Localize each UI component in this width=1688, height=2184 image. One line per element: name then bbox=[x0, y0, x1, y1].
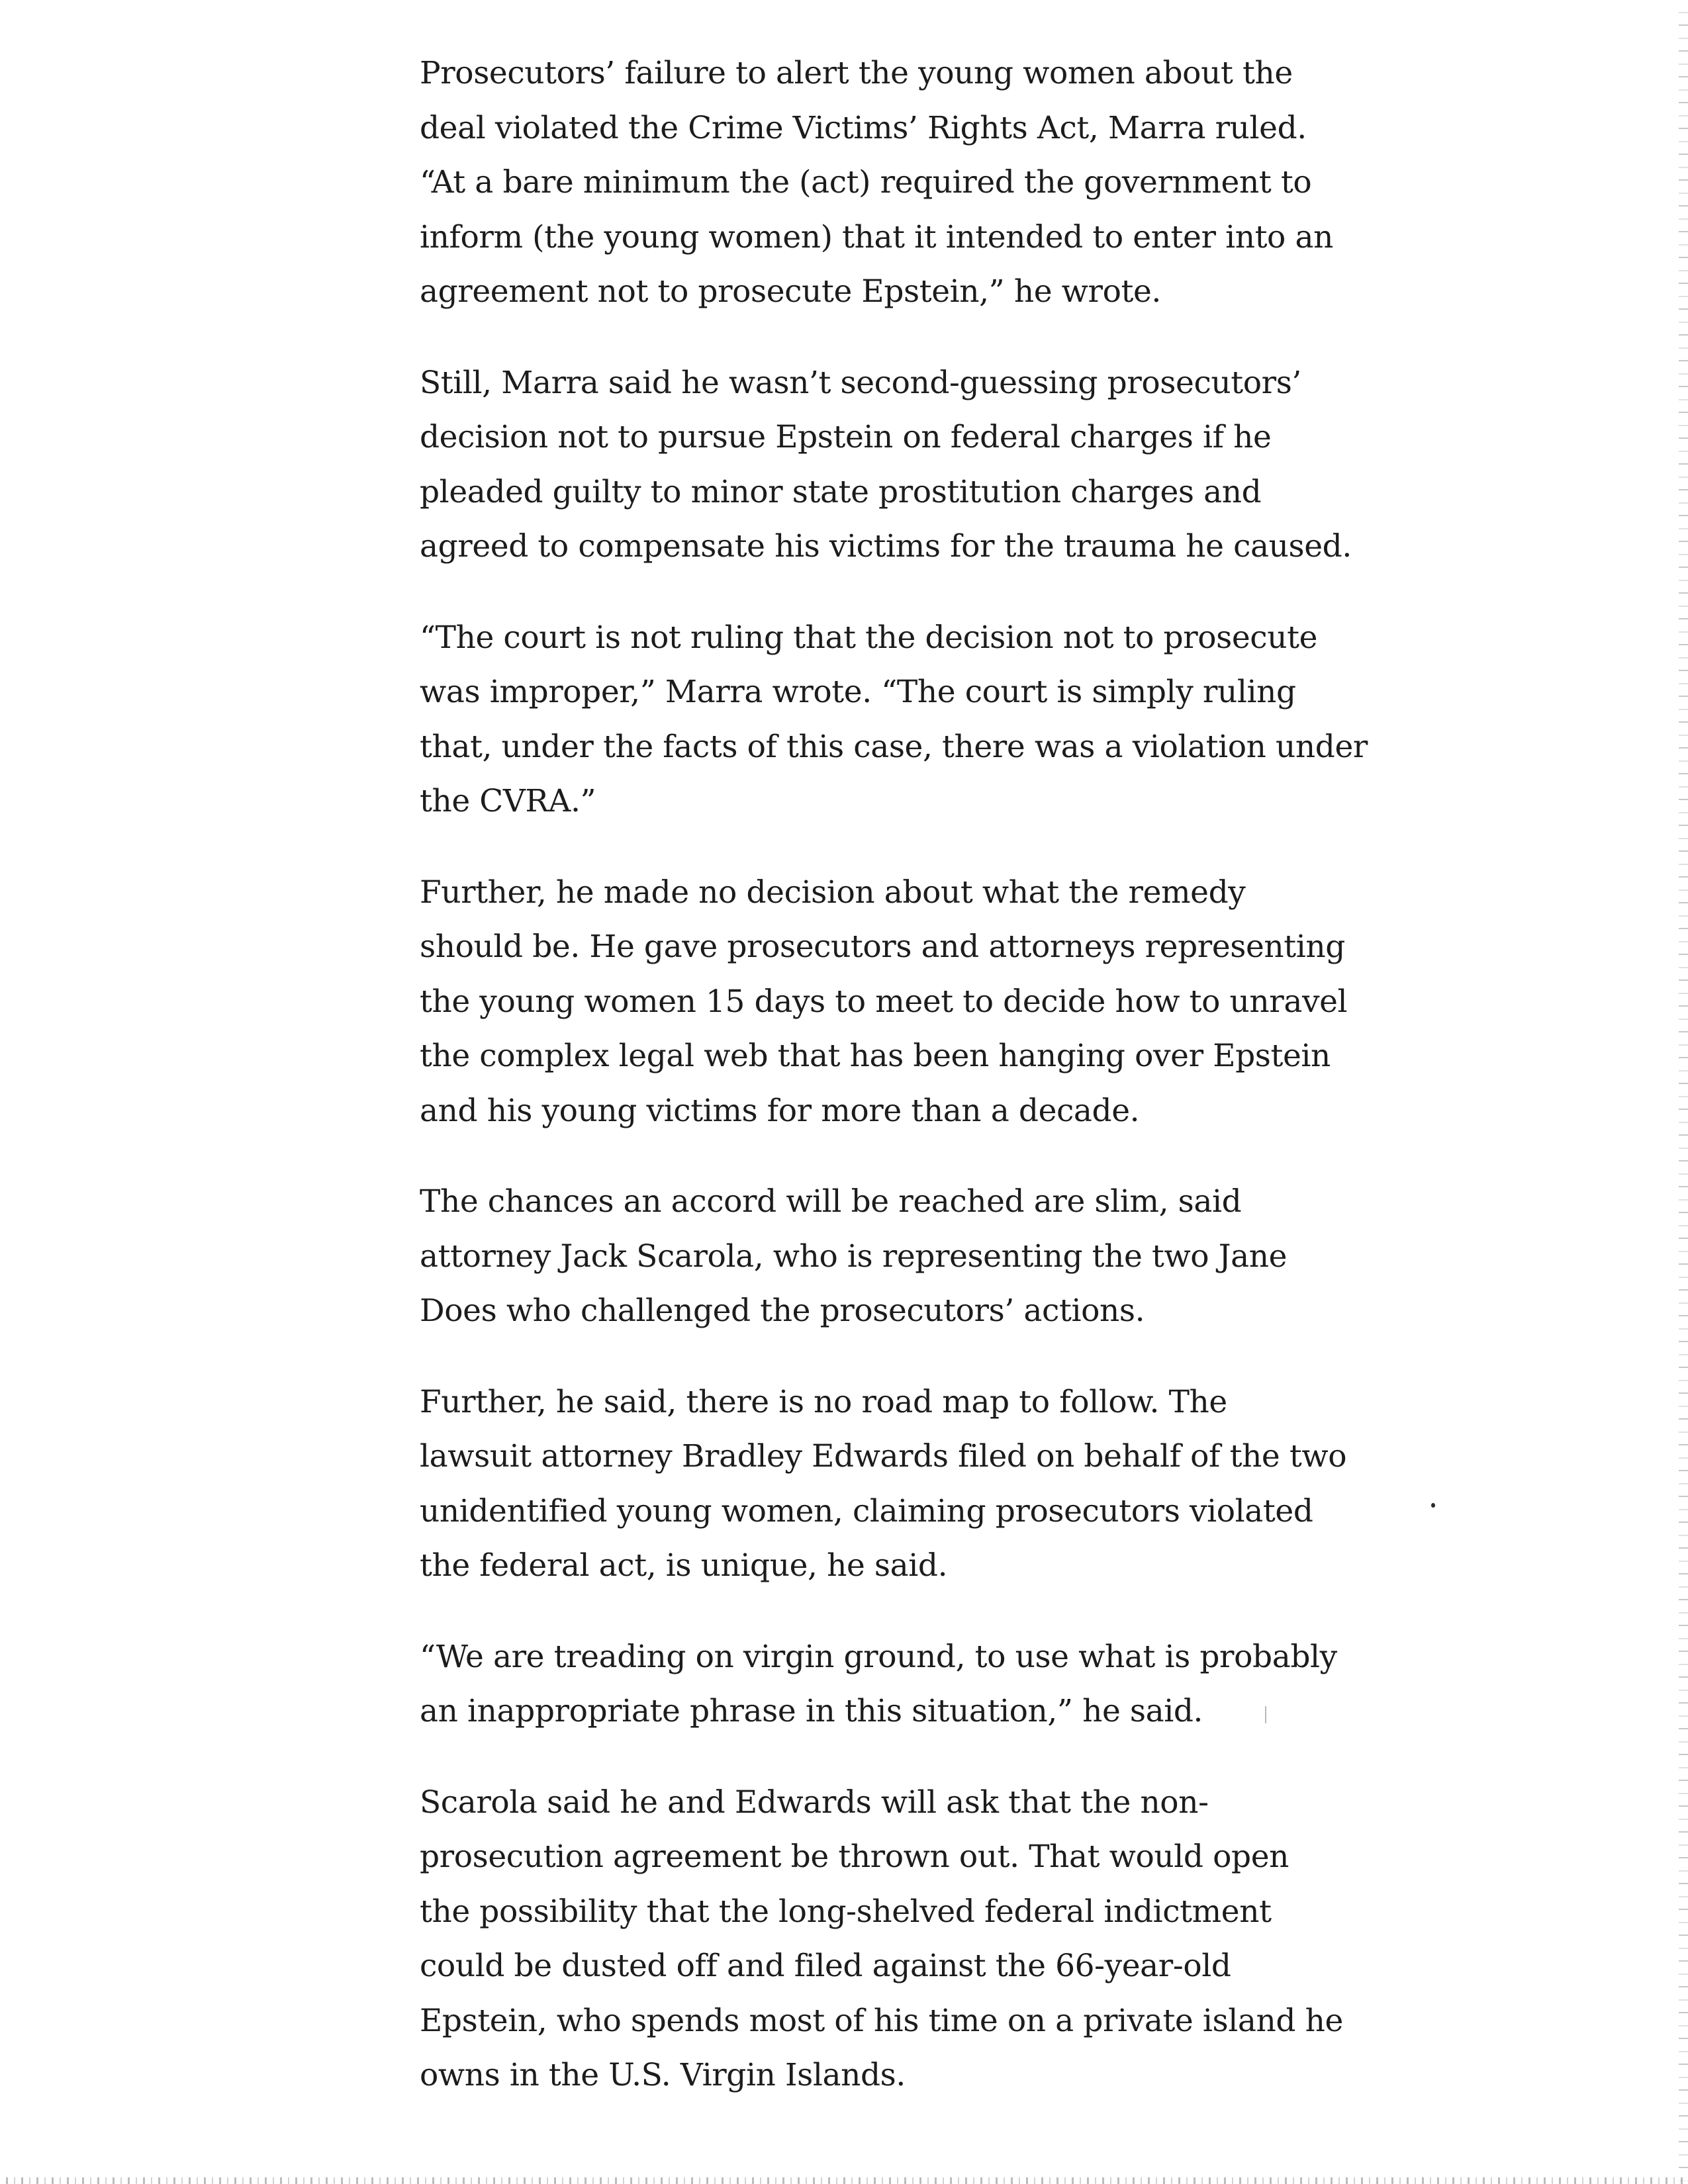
text-line: decision not to pursue Epstein on federal charges if he bbox=[420, 419, 1272, 455]
text-line: attorney Jack Scarola, who is representing the two Jane bbox=[420, 1238, 1288, 1275]
text-line: Further, he said, there is no road map to follow. The bbox=[420, 1383, 1227, 1420]
text-line: owns in the U.S. Virgin Islands. bbox=[420, 2057, 906, 2093]
text-line: the complex legal web that has been hanging over Epstein bbox=[420, 1038, 1331, 1074]
text-line: an inappropriate phrase in this situation,” he said. bbox=[420, 1693, 1203, 1729]
scan-edge-artifact-right bbox=[1679, 0, 1688, 2184]
text-line: “At a bare minimum the (act) required the government to bbox=[420, 164, 1312, 201]
paragraph bbox=[420, 1175, 1288, 1339]
text-line: should be. He gave prosecutors and attorneys representing bbox=[420, 929, 1345, 965]
scan-speck bbox=[1431, 1503, 1435, 1508]
text-line: could be dusted off and filed against the 66-year-old bbox=[420, 1948, 1231, 1984]
text-line: Prosecutors’ failure to alert the young women about the bbox=[420, 55, 1293, 91]
text-line: agreed to compensate his victims for the trauma he caused. bbox=[420, 528, 1352, 565]
paragraph bbox=[420, 46, 1333, 320]
text-line: Still, Marra said he wasn’t second-guessing prosecutors’ bbox=[420, 364, 1301, 401]
text-line: the possibility that the long-shelved federal indictment bbox=[420, 1893, 1272, 1930]
text-line: pleaded guilty to minor state prostitution charges and bbox=[420, 473, 1262, 510]
text-line: agreement not to prosecute Epstein,” he wrote. bbox=[420, 273, 1161, 310]
text-line: that, under the facts of this case, there was a violation under bbox=[420, 728, 1368, 765]
paragraph bbox=[420, 1375, 1347, 1594]
text-line: prosecution agreement be thrown out. That would open bbox=[420, 1839, 1289, 1875]
paragraph bbox=[420, 356, 1352, 574]
text-line: was improper,” Marra wrote. “The court is simply ruling bbox=[420, 674, 1296, 710]
paragraph bbox=[420, 1630, 1337, 1739]
text-line: Epstein, who spends most of his time on a private island he bbox=[420, 2002, 1343, 2039]
text-line: “We are treading on virgin ground, to use what is probably bbox=[420, 1638, 1337, 1675]
scan-edge-artifact-bottom bbox=[0, 2177, 1688, 2184]
paragraph bbox=[420, 611, 1368, 829]
scan-speck bbox=[1265, 1706, 1266, 1723]
text-line: unidentified young women, claiming prosecutors violated bbox=[420, 1492, 1313, 1529]
text-line: lawsuit attorney Bradley Edwards filed on behalf of the two bbox=[420, 1438, 1347, 1475]
text-line: Further, he made no decision about what the remedy bbox=[420, 874, 1246, 911]
text-line: the CVRA.” bbox=[420, 783, 596, 819]
text-line: the young women 15 days to meet to decide how to unravel bbox=[420, 983, 1348, 1020]
text-line: and his young victims for more than a decade. bbox=[420, 1092, 1140, 1129]
text-line: Scarola said he and Edwards will ask that the non- bbox=[420, 1784, 1209, 1821]
paragraph bbox=[420, 866, 1348, 1139]
article-body bbox=[420, 46, 1368, 2140]
paragraph bbox=[420, 1776, 1343, 2103]
text-line: inform (the young women) that it intended to enter into an bbox=[420, 218, 1333, 255]
text-line: the federal act, is unique, he said. bbox=[420, 1547, 948, 1584]
text-line: “The court is not ruling that the decision not to prosecute bbox=[420, 619, 1317, 656]
text-line: Does who challenged the prosecutors’ actions. bbox=[420, 1293, 1145, 1329]
text-line: The chances an accord will be reached are slim, said bbox=[420, 1183, 1242, 1220]
text-line: deal violated the Crime Victims’ Rights Act, Marra ruled. bbox=[420, 109, 1307, 146]
